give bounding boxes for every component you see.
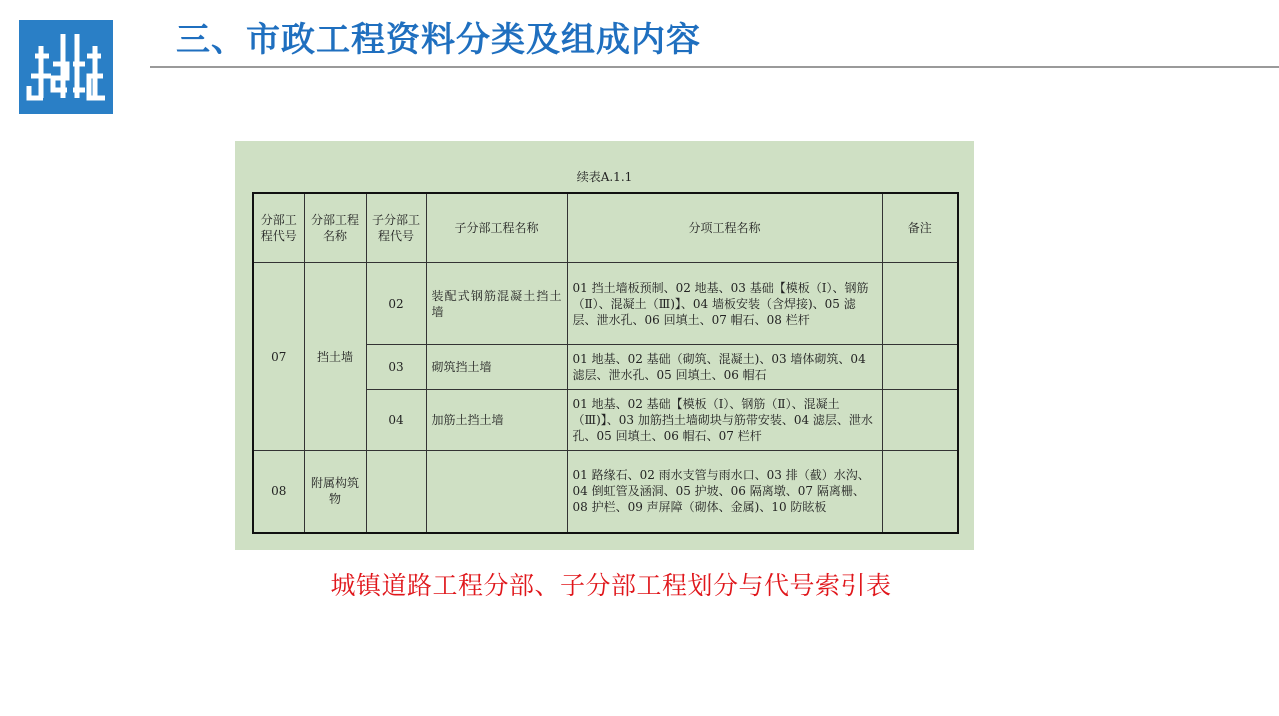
table-header-row: [253, 193, 958, 263]
header-remarks: 备注: [882, 193, 958, 263]
remarks-cell: [882, 345, 958, 390]
remarks-cell: [882, 451, 958, 533]
page-title: 三、市政工程资料分类及组成内容: [176, 20, 701, 60]
logo-mark-icon: [19, 20, 113, 114]
item-names-cell: 01 挡土墙板预制、02 地基、03 基础【模板（Ⅰ）、钢筋（Ⅱ）、混凝土（Ⅲ)】、04 墙板安装（含焊接)、05 滤层、泄水孔、06 回填土、07 帽石、08 栏杆: [567, 263, 882, 345]
company-logo: [19, 20, 113, 114]
subdivision-code-cell: 03: [366, 345, 426, 390]
remarks-cell: [882, 390, 958, 451]
subdivision-name-cell: 加筋土挡土墙: [426, 390, 567, 451]
division-name-cell: 附属构筑物: [304, 451, 366, 533]
table-caption: 续表A.1.1: [576, 170, 633, 184]
title-divider: [150, 66, 1279, 68]
header-division-name: 分部工程名称: [304, 193, 366, 263]
remarks-cell: [882, 263, 958, 345]
table-image-panel: [235, 141, 974, 550]
division-code-cell: 07: [253, 263, 304, 451]
subdivision-code-cell: 02: [366, 263, 426, 345]
division-code-cell: 08: [253, 451, 304, 533]
subdivision-name-cell: [426, 451, 567, 533]
item-names-cell: 01 路缘石、02 雨水支管与雨水口、03 排（截）水沟、04 倒虹管及涵洞、05 护坡、06 隔离墩、07 隔离栅、08 护栏、09 声屏障（砌体、金属)、10 防眩板: [567, 451, 882, 533]
header-division-code: 分部工程代号: [253, 193, 304, 263]
item-names-cell: 01 地基、02 基础【模板（Ⅰ）、钢筋（Ⅱ）、混凝土（Ⅲ)】、03 加筋挡土墙砌块与筋带安装、04 滤层、泄水孔、05 回填土、06 帽石、07 栏杆: [567, 390, 882, 451]
figure-caption: 城镇道路工程分部、子分部工程划分与代号索引表: [330, 571, 892, 600]
division-index-table: [252, 192, 959, 534]
subdivision-name-cell: 砌筑挡土墙: [426, 345, 567, 390]
subdivision-code-cell: 04: [366, 390, 426, 451]
table-row: [253, 451, 958, 533]
table-row: [253, 263, 958, 345]
header-subdivision-code: 子分部工程代号: [366, 193, 426, 263]
division-name-cell: 挡土墙: [304, 263, 366, 451]
subdivision-name-cell: 装配式钢筋混凝土挡土墙: [426, 263, 567, 345]
header-item-names: 分项工程名称: [567, 193, 882, 263]
subdivision-code-cell: [366, 451, 426, 533]
header-subdivision-name: 子分部工程名称: [426, 193, 567, 263]
item-names-cell: 01 地基、02 基础（砌筑、混凝土)、03 墙体砌筑、04 滤层、泄水孔、05 回填土、06 帽石: [567, 345, 882, 390]
